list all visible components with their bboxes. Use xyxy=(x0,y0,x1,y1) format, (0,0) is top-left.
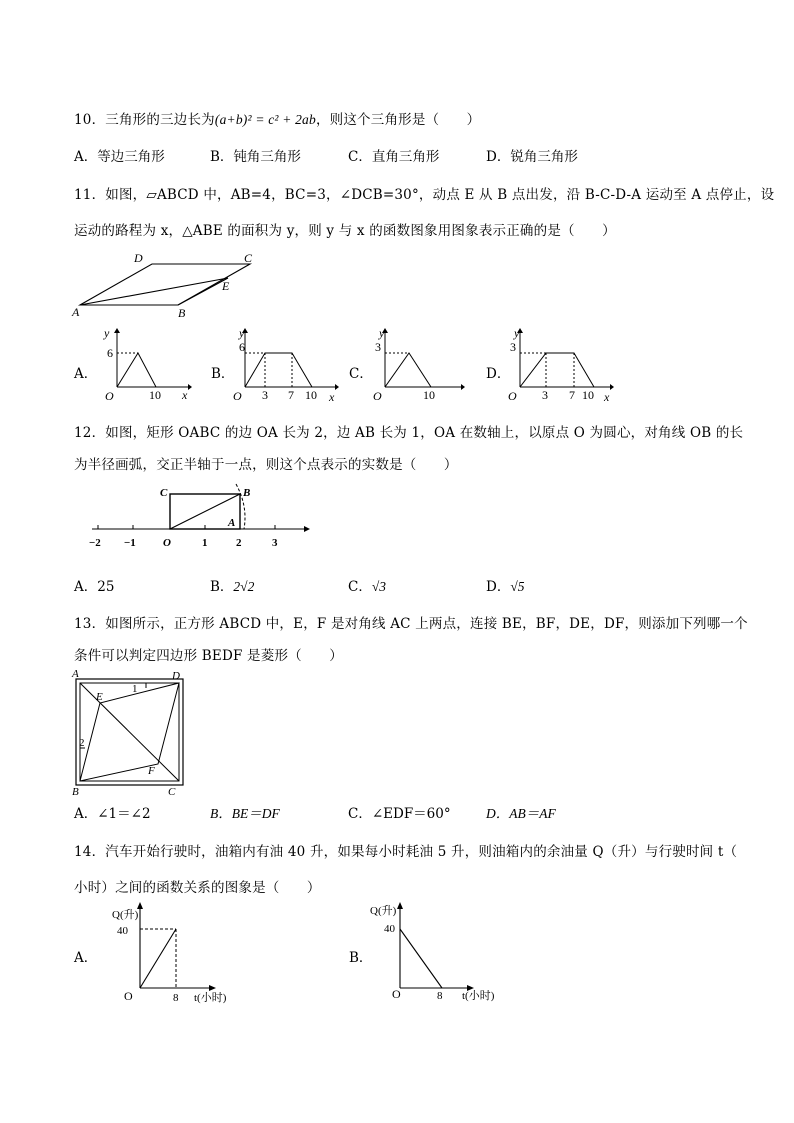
q12-option-b[interactable]: B．2√2 xyxy=(210,579,255,595)
svg-text:O: O xyxy=(233,389,242,403)
svg-text:10: 10 xyxy=(423,388,435,402)
q12-stem-line1: 12．如图，矩形 OABC 的边 OA 长为 2，边 AB 长为 1，OA 在数轴上，以原点 O 为圆心，对角线 OB 的长 xyxy=(74,425,744,441)
q11-option-d-graph[interactable] xyxy=(504,325,616,405)
q13-option-d[interactable]: D．AB＝AF xyxy=(486,806,556,821)
svg-text:x: x xyxy=(182,388,188,402)
q14-stem-line2: 小时）之间的函数关系的图象是（ ） xyxy=(74,880,321,896)
q11-option-c-label[interactable]: C． xyxy=(349,366,373,382)
svg-text:y: y xyxy=(104,326,110,340)
svg-text:40: 40 xyxy=(384,923,395,935)
svg-text:B: B xyxy=(72,786,79,798)
svg-text:O: O xyxy=(373,389,382,403)
svg-text:1: 1 xyxy=(202,537,208,549)
svg-text:y: y xyxy=(239,326,245,340)
q12-option-c-math: √3 xyxy=(371,579,387,594)
q13-stem-line2: 条件可以判定四边形 BEDF 是菱形（ ） xyxy=(74,648,343,664)
svg-text:8: 8 xyxy=(437,990,443,1002)
q11-option-b-label[interactable]: B． xyxy=(211,366,235,382)
q11-option-d-label[interactable]: D． xyxy=(486,366,511,382)
svg-text:2: 2 xyxy=(79,737,85,749)
svg-text:3: 3 xyxy=(262,388,268,402)
svg-text:6: 6 xyxy=(239,340,245,354)
q13-stem-line1: 13．如图所示，正方形 ABCD 中，E，F 是对角线 AC 上两点，连接 BE，BF，DE，DF，则添加下列哪一个 xyxy=(74,616,748,632)
label-b: B xyxy=(178,306,186,320)
q12-option-d[interactable]: D．√5 xyxy=(486,579,525,595)
svg-text:O: O xyxy=(163,537,171,549)
q13-option-a[interactable]: A．∠1＝∠2 xyxy=(74,806,151,822)
q10-stem: 10．三角形的三边长为(a+b)² = c² + 2ab，则这个三角形是（ ） xyxy=(74,112,481,128)
q13-square-figure xyxy=(66,666,196,798)
svg-text:40: 40 xyxy=(117,925,128,937)
svg-text:A: A xyxy=(228,517,236,529)
q12-option-a[interactable]: A．25 xyxy=(74,579,115,595)
q12-option-d-math: √5 xyxy=(510,579,525,594)
q11-option-b-graph[interactable] xyxy=(229,325,341,405)
q10-option-b[interactable]: B．钝角三角形 xyxy=(210,149,301,165)
svg-text:t(小时): t(小时) xyxy=(194,992,227,1004)
q13-option-b[interactable]: B．BE＝DF xyxy=(210,806,280,821)
q11-option-c-graph[interactable] xyxy=(365,325,465,405)
segment-ae xyxy=(80,278,228,305)
q14-option-b-label[interactable]: B． xyxy=(349,950,373,966)
q12-number-line-figure xyxy=(86,478,316,552)
svg-text:7: 7 xyxy=(288,388,294,402)
svg-text:y: y xyxy=(514,326,520,340)
svg-text:3: 3 xyxy=(272,537,278,549)
svg-text:3: 3 xyxy=(510,340,516,354)
q10-option-c[interactable]: C．直角三角形 xyxy=(348,149,440,165)
q10-option-d[interactable]: D．锐角三角形 xyxy=(486,149,578,165)
q14-option-a-label[interactable]: A． xyxy=(74,950,98,966)
svg-text:−2: −2 xyxy=(89,537,101,549)
svg-text:10: 10 xyxy=(305,388,317,402)
label-a: A xyxy=(72,305,80,319)
svg-text:10: 10 xyxy=(149,388,161,402)
svg-text:C: C xyxy=(168,786,176,798)
svg-text:7: 7 xyxy=(569,388,575,402)
q10-option-a[interactable]: A．等边三角形 xyxy=(74,149,165,165)
svg-text:y: y xyxy=(379,326,385,340)
svg-text:Q(升): Q(升) xyxy=(112,909,139,921)
svg-text:−1: −1 xyxy=(124,537,136,549)
svg-text:O: O xyxy=(392,987,401,1001)
svg-text:E: E xyxy=(96,691,103,703)
q14-option-a-graph[interactable] xyxy=(112,898,252,1008)
svg-text:O: O xyxy=(508,389,517,403)
svg-text:x: x xyxy=(329,390,335,404)
svg-text:3: 3 xyxy=(375,340,381,354)
q13-option-c[interactable]: C．∠EDF＝60° xyxy=(348,806,451,822)
q10-formula: (a+b)² = c² + 2ab xyxy=(214,112,316,127)
q14-option-b-graph[interactable] xyxy=(370,898,510,1008)
label-e: E xyxy=(222,279,230,293)
svg-text:1: 1 xyxy=(132,683,138,695)
svg-text:A: A xyxy=(72,668,79,680)
svg-text:x: x xyxy=(604,390,610,404)
svg-text:t(小时): t(小时) xyxy=(462,990,495,1002)
q11-stem-line1: 11．如图，▱ABCD 中，AB=4，BC=3，∠DCB=30°，动点 E 从 B 点出发，沿 B-C-D-A 运动至 A 点停止，设 xyxy=(74,187,775,203)
svg-text:B: B xyxy=(243,487,251,499)
q11-option-a-graph[interactable] xyxy=(92,325,192,405)
svg-text:O: O xyxy=(124,989,133,1003)
label-d: D xyxy=(134,251,143,265)
svg-text:10: 10 xyxy=(582,388,594,402)
svg-text:F: F xyxy=(148,765,155,777)
svg-text:3: 3 xyxy=(542,388,548,402)
svg-text:8: 8 xyxy=(173,992,179,1004)
label-c: C xyxy=(244,251,253,265)
q11-stem-line2: 运动的路程为 x，△ABE 的面积为 y，则 y 与 x 的函数图象用图象表示正确的是（ ） xyxy=(74,223,616,239)
q11-option-a-label[interactable]: A． xyxy=(74,366,98,382)
svg-text:O: O xyxy=(105,389,114,403)
svg-text:D: D xyxy=(172,670,180,682)
q14-stem-line1: 14．汽车开始行驶时，油箱内有油 40 升，如果每小时耗油 5 升，则油箱内的余油量 Q（升）与行驶时间 t（ xyxy=(74,844,738,860)
svg-text:6: 6 xyxy=(107,346,113,360)
q12-option-c[interactable]: C．√3 xyxy=(348,579,387,595)
svg-text:2: 2 xyxy=(236,537,242,549)
svg-text:Q(升): Q(升) xyxy=(370,905,397,917)
q11-parallelogram-figure xyxy=(68,250,268,320)
q12-option-b-math: 2√2 xyxy=(233,579,255,594)
q12-stem-line2: 为半径画弧，交正半轴于一点，则这个点表示的实数是（ ） xyxy=(74,457,458,473)
svg-text:C: C xyxy=(160,487,168,499)
